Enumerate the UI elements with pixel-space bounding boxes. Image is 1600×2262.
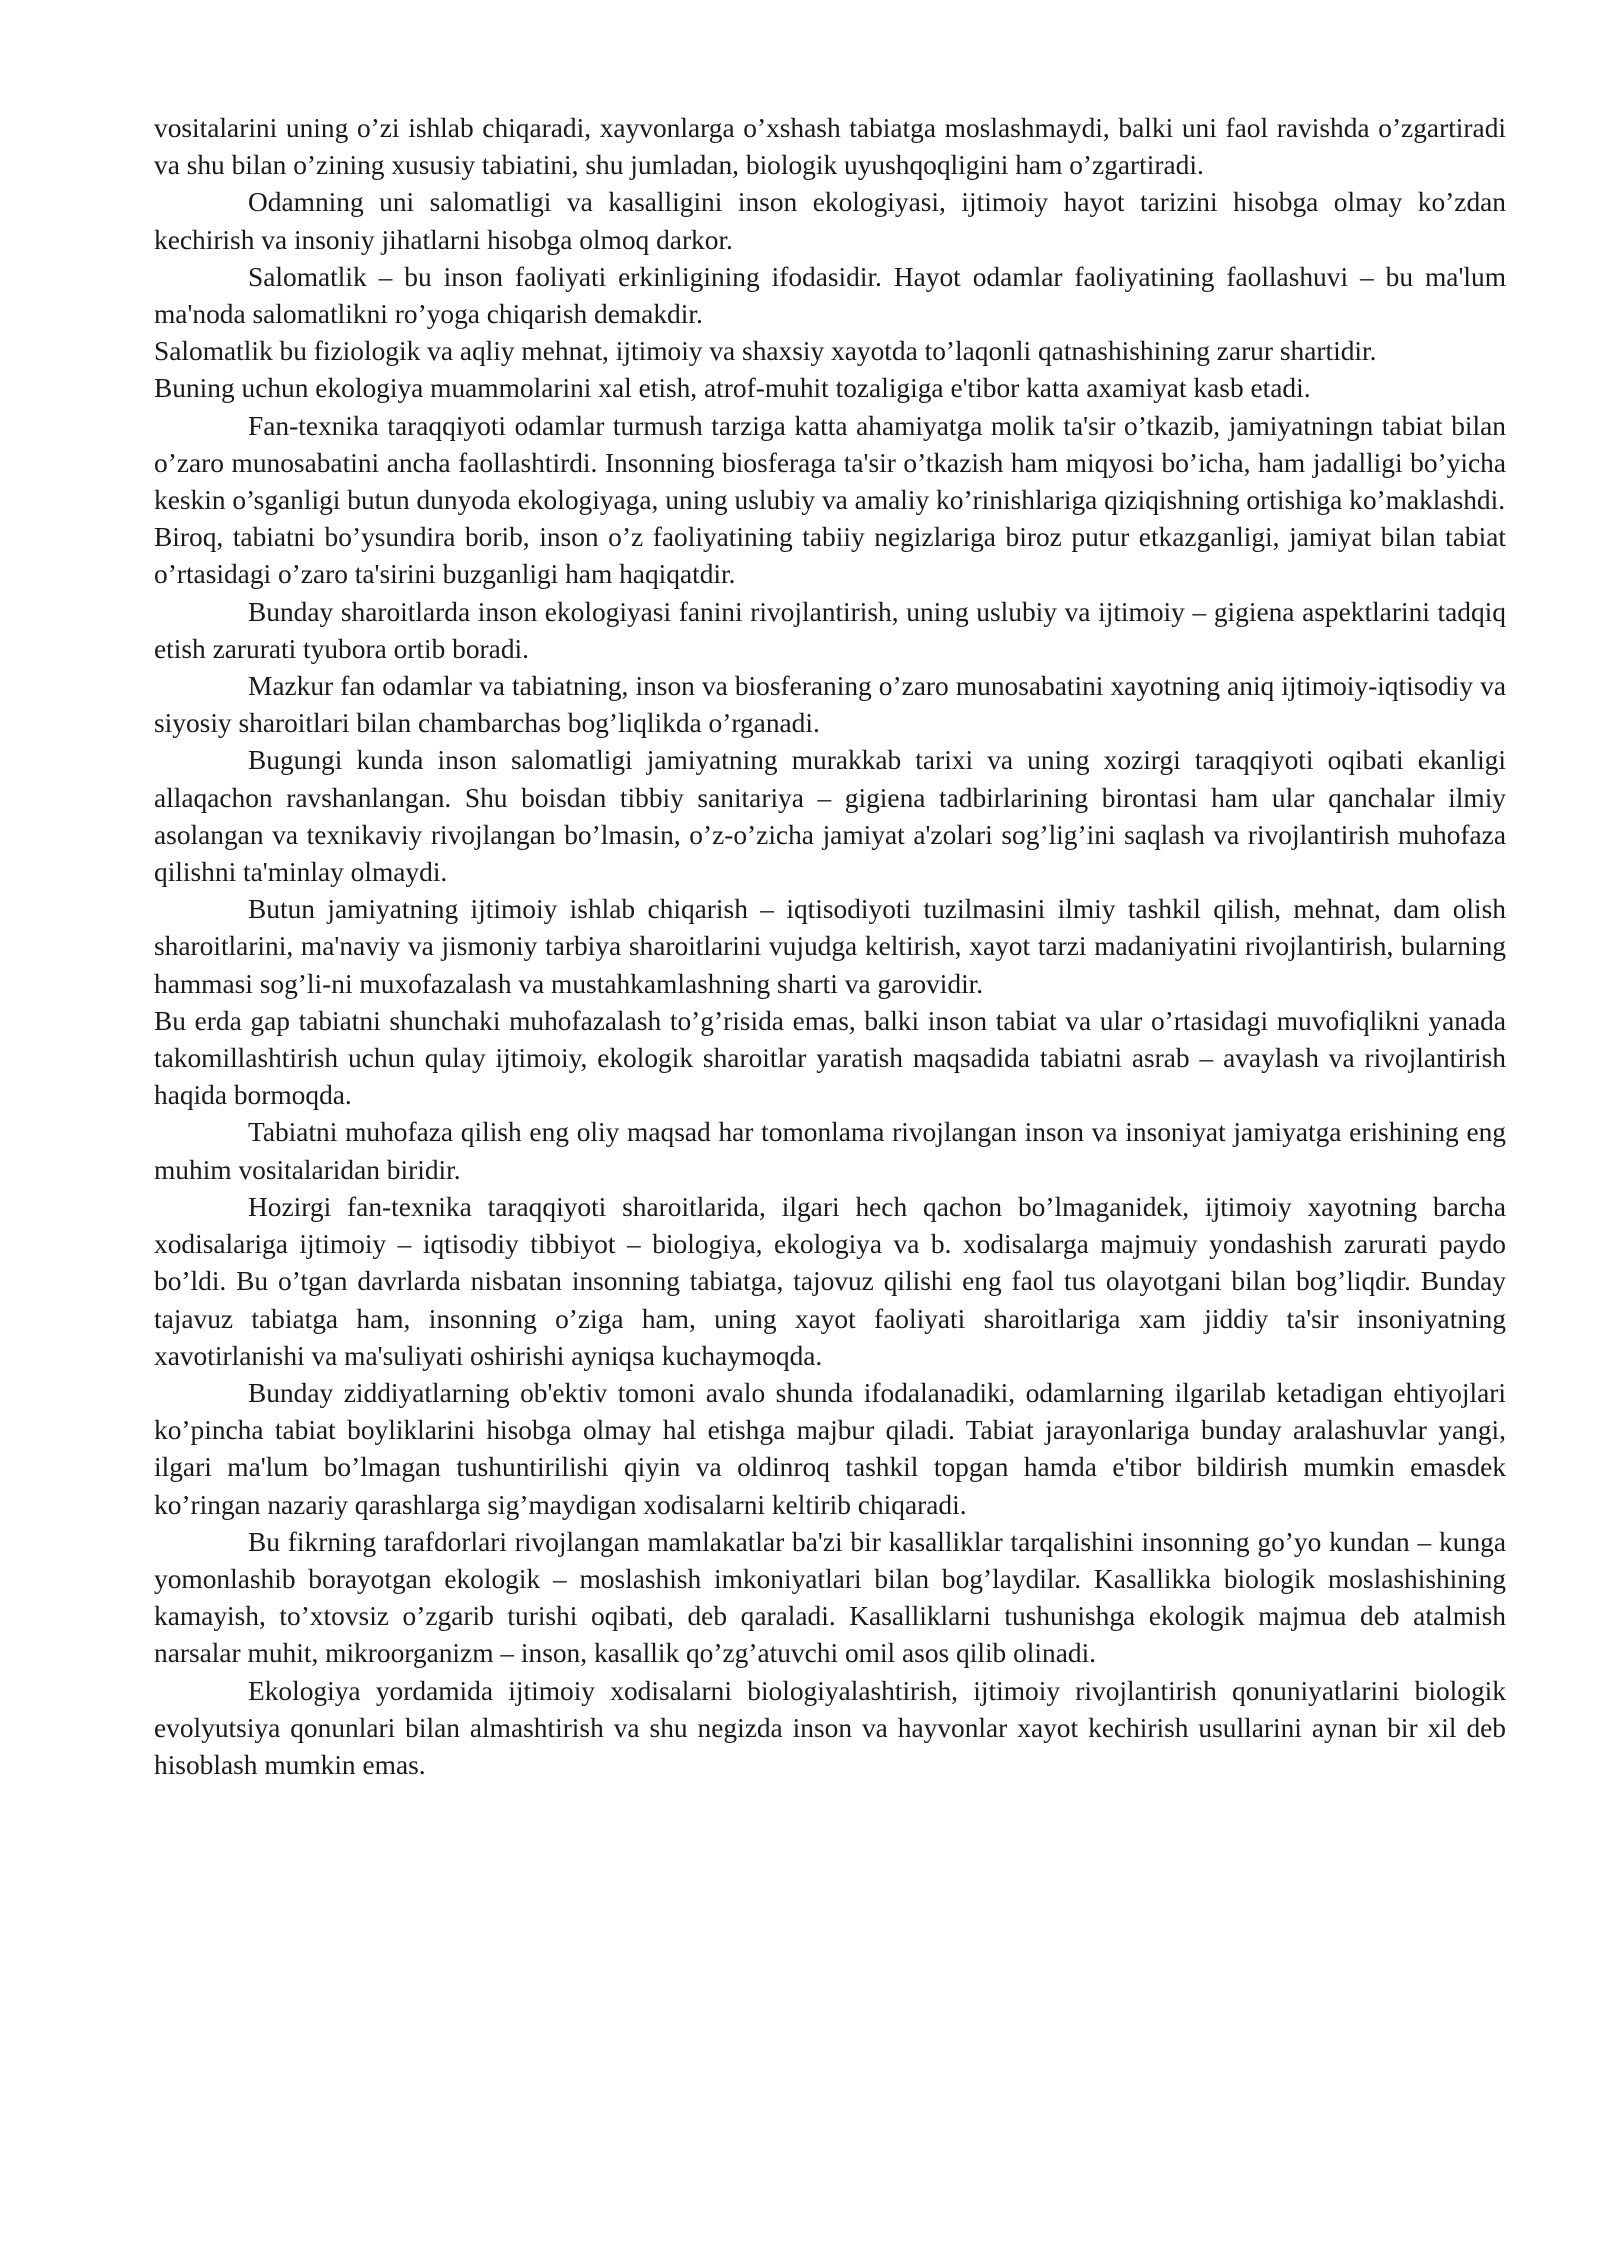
document-page [154, 110, 1506, 1784]
paragraph: Bu erda gap tabiatni shunchaki muhofazalash to’g’risida emas, balki inson tabiat va ular o’rtasidagi muvofiqlikni yanada takomillashtirish uchun qulay ijtimoiy, ekologik sharoitlar yaratish maqsadida tabiatni asrab – avaylash va rivojlantirish haqida bormoqda. [154, 1005, 1506, 1111]
paragraph: Ekologiya yordamida ijtimoiy xodisalarni biologiyalashtirish, ijtimoiy rivojlantirish qonuniyatlarini biologik evolyutsiya qonunlari bilan almashtirish va shu negizda inson va hayvonlar xayot kechirish usullarini aynan bir xil deb hisoblash mumkin emas. [154, 1675, 1506, 1780]
paragraph: Odamning uni salomatligi va kasalligini inson ekologiyasi, ijtimoiy hayot tarizini hisobga olmay ko’zdan kechirish va insoniy jihatlarni hisobga olmoq darkor. [154, 187, 1506, 255]
paragraph: Bugungi kunda inson salomatligi jamiyatning murakkab tarixi va uning xozirgi taraqqiyoti oqibati ekanligi allaqachon ravshanlangan. Shu boisdan tibbiy sanitariya – gigiena tadbirlarining birontasi ham ular qanchalar ilmiy asolangan va texnikaviy rivojlangan bo’lmasin, o’z-o’zicha jamiyat a'zolari sog’lig’ini saqlash va rivojlantirish muhofaza qilishni ta'minlay olmaydi. [154, 745, 1506, 888]
paragraph: Tabiatni muhofaza qilish eng oliy maqsad har tomonlama rivojlangan inson va insoniyat jamiyatga erishining eng muhim vositalaridan biridir. [154, 1117, 1506, 1185]
paragraph: Biroq, tabiatni bo’ysundira borib, inson o’z faoliyatining tabiiy negizlariga biroz putur etkazganligi, jamiyat bilan tabiat o’rtasidagi o’zaro ta'sirini buzganligi ham haqiqatdir. [154, 522, 1506, 590]
paragraph: Fan-texnika taraqqiyoti odamlar turmush tarziga katta ahamiyatga molik ta'sir o’tkazib, jamiyatningn tabiat bilan o’zaro munosabatini ancha faollashtirdi. Insonning biosferaga ta'sir o’tkazish ham miqyosi bo’icha, ham jadalligi bo’yicha keskin o’sganligi butun dunyoda ekologiyaga, uning uslubiy va amaliy ko’rinishlariga qiziqishning ortishiga ko’maklashdi. [154, 410, 1506, 516]
paragraph: Bu fikrning tarafdorlari rivojlangan mamlakatlar ba'zi bir kasalliklar tarqalishini insonning go’yo kundan – kunga yomonlashib borayotgan ekologik – moslashish imkoniyatlari bilan bog’laydilar. Kasallikka biologik moslashishining kamayish, to’xtovsiz o’zgarib turishi oqibati, deb qaraladi. Kasalliklarni tushunishga ekologik majmua deb atalmish narsalar muhit, mikroorganizm – inson, kasallik qo’zg’atuvchi omil asos qilib olinadi. [154, 1526, 1506, 1669]
paragraph: Hozirgi fan-texnika taraqqiyoti sharoitlarida, ilgari hech qachon bo’lmaganidek, ijtimoiy xayotning barcha xodisalariga ijtimoiy – iqtisodiy tibbiyot – biologiya, ekologiya va b. xodisalarga majmuiy yondashish zarurati paydo bo’ldi. Bu o’tgan davrlarda nisbatan insonning tabiatga, tajovuz qilishi eng faol tus olayotgani bilan bog’liqdir. Bunday tajavuz tabiatga ham, insonning o’ziga ham, uning xayot faoliyati sharoitlariga xam jiddiy ta'sir insoniyatning xavotirlanishi va ma'suliyati oshirishi ayniqsa kuchaymoqda. [154, 1191, 1506, 1371]
paragraph: Buning uchun ekologiya muammolarini xal etish, atrof-muhit tozaligiga e'tibor katta axamiyat kasb etadi. [154, 373, 1311, 404]
paragraph: Bunday ziddiyatlarning ob'ektiv tomoni avalo shunda ifodalanadiki, odamlarning ilgarilab ketadigan ehtiyojlari ko’pincha tabiat boyliklarini hisobga olmay hal etishga majbur qiladi. Tabiat jarayonlariga bunday aralashuvlar yangi, ilgari ma'lum bo’lmagan tushuntirilishi qiyin va oldinroq tashkil topgan hamda e'tibor bildirish mumkin emasdek ko’ringan nazariy qarashlarga sig’maydigan xodisalarni keltirib chiqaradi. [154, 1377, 1506, 1520]
paragraph: Salomatlik bu fiziologik va aqliy mehnat, ijtimoiy va shaxsiy xayotda to’laqonli qatnashishining zarur shartidir. [154, 336, 1377, 367]
paragraph: Butun jamiyatning ijtimoiy ishlab chiqarish – iqtisodiyoti tuzilmasini ilmiy tashkil qilish, mehnat, dam olish sharoitlarini, ma'naviy va jismoniy tarbiya sharoitlarini vujudga keltirish, xayot tarzi madaniyatini rivojlantirish, bularning hammasi sog’li-ni muxofazalash va mustahkamlashning sharti va garovidir. [154, 894, 1506, 999]
paragraph: Bunday sharoitlarda inson ekologiyasi fanini rivojlantirish, uning uslubiy va ijtimoiy – gigiena aspektlarini tadqiq etish zarurati tyubora ortib boradi. [154, 596, 1506, 664]
paragraph: Mazkur fan odamlar va tabiatning, inson va biosferaning o’zaro munosabatini xayotning aniq ijtimoiy-iqtisodiy va siyosiy sharoitlari bilan chambarchas bog’liqlikda o’rganadi. [154, 671, 1506, 739]
paragraph: vositalarini uning o’zi ishlab chiqaradi, xayvonlarga o’xshash tabiatga moslashmaydi, balki uni faol ravishda o’zgartiradi va shu bilan o’zining xususiy tabiatini, shu jumladan, biologik uyushqoqligini ham o’zgartiradi. [154, 113, 1506, 181]
paragraph: Salomatlik – bu inson faoliyati erkinligining ifodasidir. Hayot odamlar faoliyatining faollashuvi – bu ma'lum ma'noda salomatlikni ro’yoga chiqarish demakdir. [154, 261, 1506, 330]
